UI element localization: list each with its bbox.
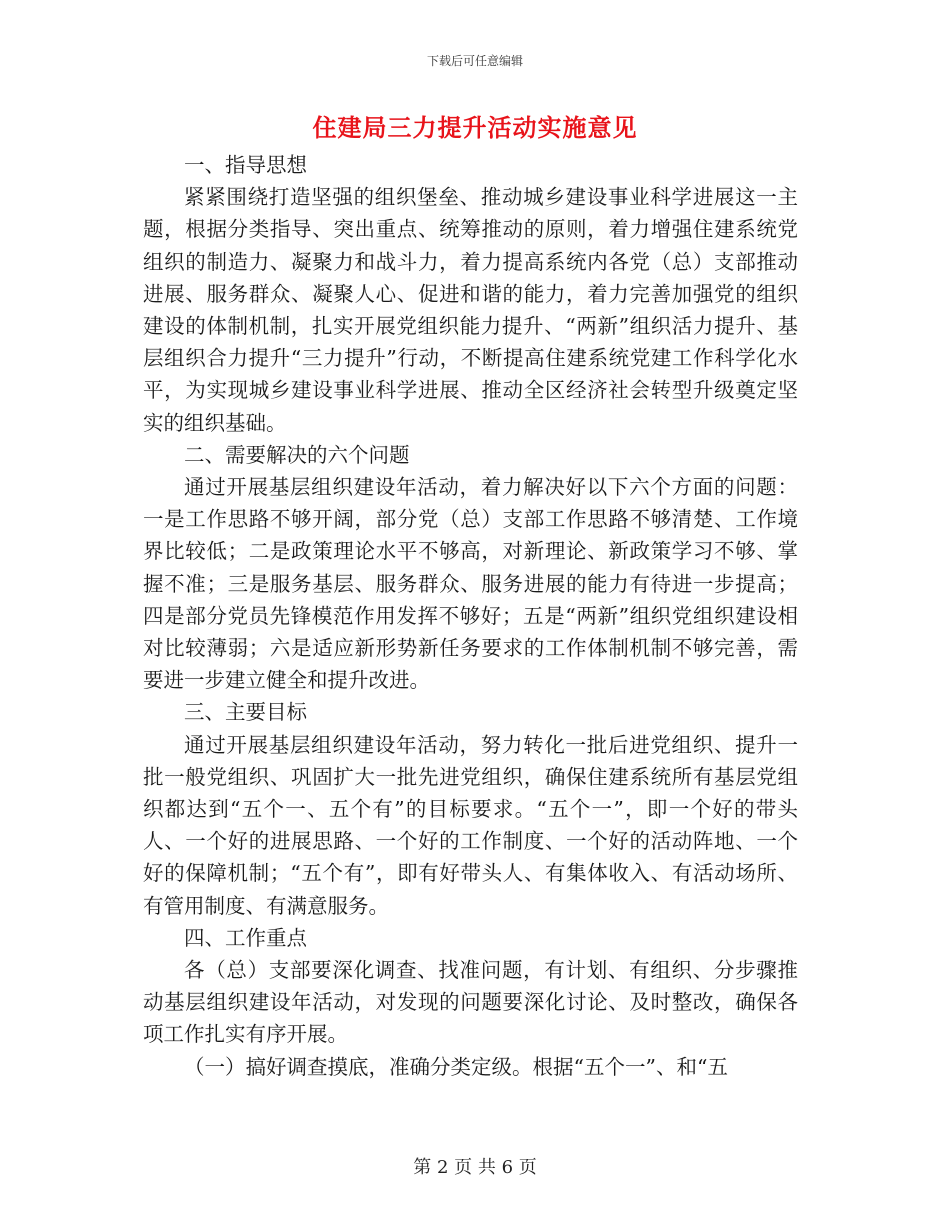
section-heading-3: 三、主要目标 <box>184 700 307 725</box>
section-heading-2: 二、需要解决的六个问题 <box>184 442 410 467</box>
body-paragraph-4: 各（总）支部要深化调查、找准问题，有计划、有组织、分步骤推动基层组织建设年活动，对发现的问题要深化讨论、及时整改，确保各项工作扎实有序开展。 <box>143 958 798 1047</box>
body-paragraph-3: 通过开展基层组织建设年活动，努力转化一批后进党组织、提升一批一般党组织、巩固扩大一批先进党组织，确保住建系统所有基层党组织都达到“五个一、五个有”的目标要求。“五个一”，即一个好的带头人、一个好的进展思路、一个好的工作制度、一个好的活动阵地、一个好的保障机制；“五个有”，即有好带头人、有集体收入、有活动场所、有管用制度、有满意服务。 <box>143 732 798 918</box>
section-heading-1: 一、指导思想 <box>184 153 307 177</box>
body-paragraph-1: 紧紧围绕打造坚强的组织堡垒、推动城乡建设事业科学进展这一主题，根据分类指导、突出重点、统筹推动的原则，着力增强住建系统党组织的制造力、凝聚力和战斗力，着力提高系统内各党（总）支部推动进展、服务群众、凝聚人心、促进和谐的能力，着力完善加强党的组织建设的体制机制，扎实开展党组织能力提升、“两新”组织活力提升、基层组织合力提升“三力提升”行动，不断提高住建系统党建工作科学化水平，为实现城乡建设事业科学进展、推动全区经济社会转型升级奠定坚实的组织基础。 <box>143 185 798 435</box>
section-heading-4: 四、工作重点 <box>184 925 307 950</box>
document-body <box>143 149 798 1083</box>
page-number-footer: 第 2 页 共 6 页 <box>413 1157 537 1178</box>
document-title: 住建局三力提升活动实施意见 <box>312 114 638 142</box>
body-paragraph-5: （一）搞好调查摸底，准确分类定级。根据“五个一”、和“五 <box>184 1054 728 1079</box>
page-header-note: 下载后可任意编辑 <box>426 54 523 68</box>
body-paragraph-2: 通过开展基层组织建设年活动，着力解决好以下六个方面的问题：一是工作思路不够开阔，部分党（总）支部工作思路不够清楚、工作境界比较低；二是政策理论水平不够高，对新理论、新政策学习不够、掌握不准；三是服务基层、服务群众、服务进展的能力有待进一步提高；四是部分党员先锋模范作用发挥不够好；五是“两新”组织党组织建设相对比较薄弱；六是适应新形势新任务要求的工作体制机制不够完善，需要进一步建立健全和提升改进。 <box>143 475 798 693</box>
